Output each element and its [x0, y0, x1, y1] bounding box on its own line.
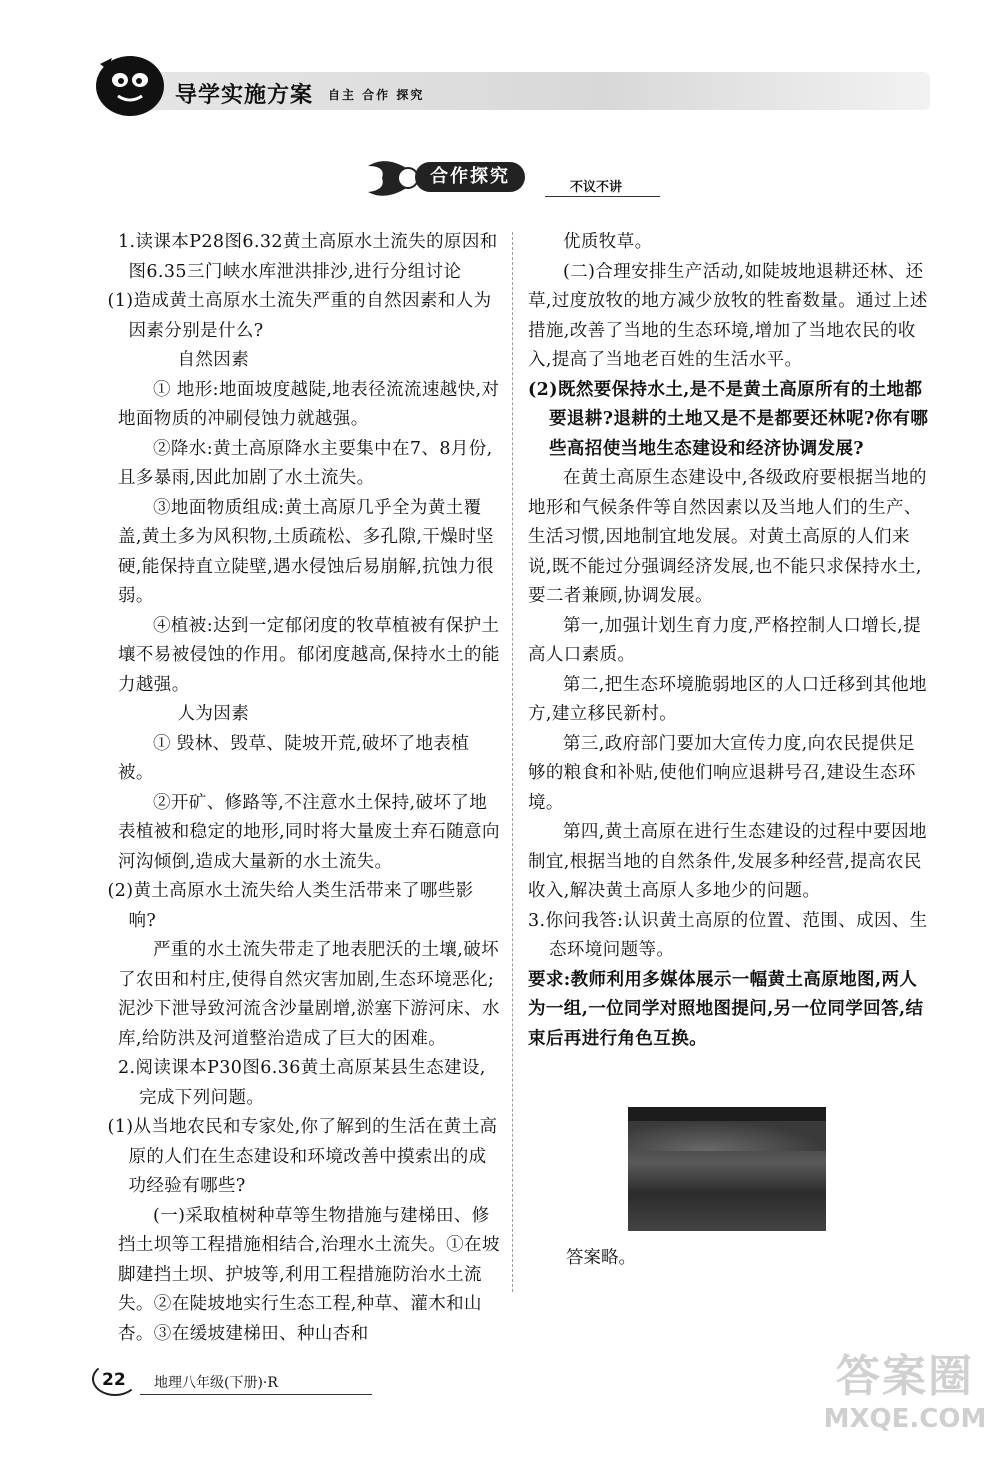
- natural-factor-1: ① 地形:地面坡度越陡,地表径流流速越快,对地面物质的冲刷侵蚀力就越强。: [118, 379, 500, 429]
- answer-2-1-part-2: (二)合理安排生产活动,如陡坡地退耕还林、还草,过度放牧的地方减少放牧的牲畜数量。通过上述措施,改善了当地的生态环境,增加了当地农民的收入,提高了当地老百姓的生活水平。: [528, 261, 928, 370]
- measure-2: 第二,把生态环境脆弱地区的人口迁移到其他地方,建立移民新村。: [528, 674, 927, 724]
- natural-factor-4: ④植被:达到一定郁闭度的牧草植被有保护土壤不易被侵蚀的作用。郁闭度越高,保持水土的能力越强。: [118, 615, 500, 695]
- question-2-1: (1)从当地农民和专家处,你了解到的生活在黄土高原的人们在生态建设和环境改善中摸索出的成功经验有哪些?: [107, 1117, 498, 1196]
- header-subtitle: 自主 合作 探究: [328, 88, 425, 102]
- section-tag: 不议不讲: [570, 180, 623, 195]
- question-1-1: (1)造成黄土高原水土流失严重的自然因素和人为因素分别是什么?: [107, 291, 492, 341]
- page-header: [0, 0, 1000, 150]
- answer-omitted: 答案略。: [566, 1248, 636, 1268]
- item-2: 2.阅读课本P30图6.36黄土高原某县生态建设,完成下列问题。: [118, 1058, 486, 1108]
- answer-1-2: 严重的水土流失带走了地表肥沃的土壤,破坏了农田和村庄,使得自然灾害加剧,生态环境恶化;泥沙下泄导致河流含沙量剧增,淤塞下游河床、水库,给防洪及河道整治造成了巨大的困难。: [118, 940, 500, 1049]
- footer-underline: [140, 1394, 372, 1395]
- natural-factor-3: ③地面物质组成:黄土高原几乎全为黄土覆盖,黄土多为风积物,土质疏松、多孔隙,干燥时坚硬,能保持直立陡壁,遇水侵蚀后易崩解,抗蚀力很弱。: [118, 497, 494, 606]
- photo-hill: [628, 1121, 826, 1151]
- watermark-text: 答案圈: [836, 1351, 974, 1402]
- human-factor-1: ① 毁林、毁草、陡坡开荒,破坏了地表植被。: [118, 733, 470, 783]
- item-1-line-2: 图6.35三门峡水库泄洪排沙,进行分组讨论: [128, 261, 462, 282]
- natural-factor-2: ②降水:黄土高原降水主要集中在7、8月份,且多暴雨,因此加剧了水土流失。: [118, 438, 493, 488]
- page-footer: [92, 1356, 382, 1396]
- question-2-2: (2)既然要保持水土,是不是黄土高原所有的土地都要退耕?退耕的土地又是不是都要还林呢?你有哪些高招使当地生态建设和经济协调发展?: [528, 379, 929, 459]
- answer-2-2: 在黄土高原生态建设中,各级政府要根据当地的地形和气候条件等自然因素以及当地人们的生产、生活习惯,因地制宜地发展。对黄土高原的人们来说,既不能过分强调经济发展,也不能只求保持水土,要二者兼顾,协调发展。: [528, 468, 927, 606]
- section-underline: [545, 196, 660, 197]
- mascot-logo-icon: [90, 50, 168, 122]
- measure-3: 第三,政府部门要加大宣传力度,向农民提供足够的粮食和补贴,使他们响应退耕号召,建设生态环境。: [528, 733, 916, 813]
- human-factors-heading: 人为因素: [177, 704, 250, 724]
- requirement: 要求:教师利用多媒体展示一幅黄土高原地图,两人为一组,一位同学对照地图提问,另一位同学回答,结束后再进行角色互换。: [528, 969, 924, 1049]
- page-number: 22: [102, 1370, 126, 1390]
- loess-plateau-photo: [628, 1107, 826, 1231]
- measure-4: 第四,黄土高原在进行生态建设的过程中要因地制宜,根据当地的自然条件,发展多种经营,提高农民收入,解决黄土高原人多地少的问题。: [528, 822, 927, 901]
- section-badge: 合作探究: [415, 162, 525, 192]
- watermark-url: MXQE.COM: [823, 1404, 987, 1434]
- column-divider: [512, 232, 513, 1292]
- natural-factors-heading: 自然因素: [177, 350, 250, 370]
- right-column: [528, 228, 932, 1054]
- answer-2-1-part-1: (一)采取植树种草等生物措施与建梯田、修挡土坝等工程措施相结合,治理水土流失。①在坡脚建挡土坝、护坡等,利用工程措施防治水土流失。②在陡坡地实行生态工程,种草、灌木和山杏。③在缓坡建梯田、种山杏和: [118, 1205, 500, 1344]
- measure-1: 第一,加强计划生育力度,严格控制人口增长,提高人口素质。: [528, 615, 921, 665]
- question-1-2: (2)黄土高原水土流失给人类生活带来了哪些影响?: [107, 881, 474, 931]
- book-title: 地理八年级(下册)·R: [154, 1375, 278, 1391]
- left-column: [107, 228, 500, 1349]
- human-factor-2: ②开矿、修路等,不注意水土保持,破坏了地表植被和稳定的地形,同时将大量废土弃石随意向河沟倾倒,造成大量新的水土流失。: [118, 792, 500, 872]
- section-banner: [360, 152, 660, 204]
- watermark-logo: [820, 1340, 990, 1452]
- header-title: 导学实施方案: [175, 83, 314, 108]
- item-1-line-1: 1.读课本P28图6.32黄土高原水土流失的原因和: [118, 232, 498, 252]
- answer-2-1-continued: 优质牧草。: [563, 232, 653, 252]
- item-3: 3.你问我答:认识黄土高原的位置、范围、成因、生态环境问题等。: [528, 910, 928, 960]
